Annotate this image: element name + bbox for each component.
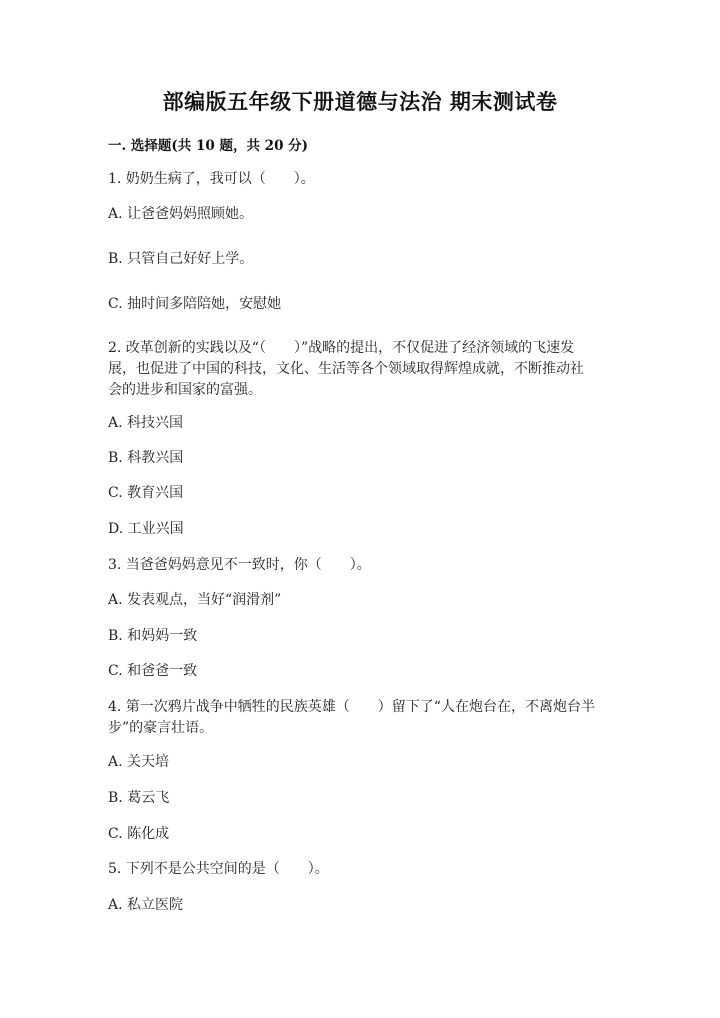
question-1-option-c: C. 抽时间多陪陪她，安慰她 <box>108 296 282 312</box>
question-5-stem: 5. 下列不是公共空间的是（ ）。 <box>108 861 329 877</box>
question-2-stem-line-2: 展，也促进了中国的科技，文化、生活等各个领域取得辉煌成就，不断推动社 <box>108 361 584 377</box>
question-2-option-d: D. 工业兴国 <box>108 521 184 537</box>
question-4-option-b: B. 葛云飞 <box>108 790 170 806</box>
question-3-option-a: A. 发表观点，当好“润滑剂” <box>108 592 282 608</box>
question-3-stem: 3. 当爸爸妈妈意见不一致时，你（ ）。 <box>108 557 371 573</box>
question-4-option-a: A. 关天培 <box>108 754 170 770</box>
question-5-option-a: A. 私立医院 <box>108 897 184 913</box>
question-2-option-a: A. 科技兴国 <box>108 415 184 431</box>
question-4-option-c: C. 陈化成 <box>108 826 170 842</box>
question-1-option-a: A. 让爸爸妈妈照顾她。 <box>108 206 254 222</box>
question-4-stem-line-2: 步”的豪言壮语。 <box>108 720 214 736</box>
question-3-option-c: C. 和爸爸一致 <box>108 663 198 679</box>
question-4-stem-line-1: 4. 第一次鸦片战争中牺牲的民族英雄（ ）留下了“人在炮台在，不离炮台半 <box>108 699 595 715</box>
question-2-option-c: C. 教育兴国 <box>108 485 184 501</box>
question-1-option-b: B. 只管自己好好上学。 <box>108 251 254 267</box>
question-3-option-b: B. 和妈妈一致 <box>108 628 198 644</box>
section-heading: 一. 选择题(共 10 题，共 20 分) <box>108 138 309 154</box>
page-title: 部编版五年级下册道德与法治 期末测试卷 <box>162 89 558 114</box>
question-2-stem-line-1: 2. 改革创新的实践以及“（ ）”战略的提出，不仅促进了经济领域的飞速发 <box>108 340 575 356</box>
question-1-stem: 1. 奶奶生病了，我可以（ ）。 <box>108 171 315 187</box>
question-2-option-b: B. 科教兴国 <box>108 450 184 466</box>
question-2-stem-line-3: 会的进步和国家的富强。 <box>108 382 262 398</box>
